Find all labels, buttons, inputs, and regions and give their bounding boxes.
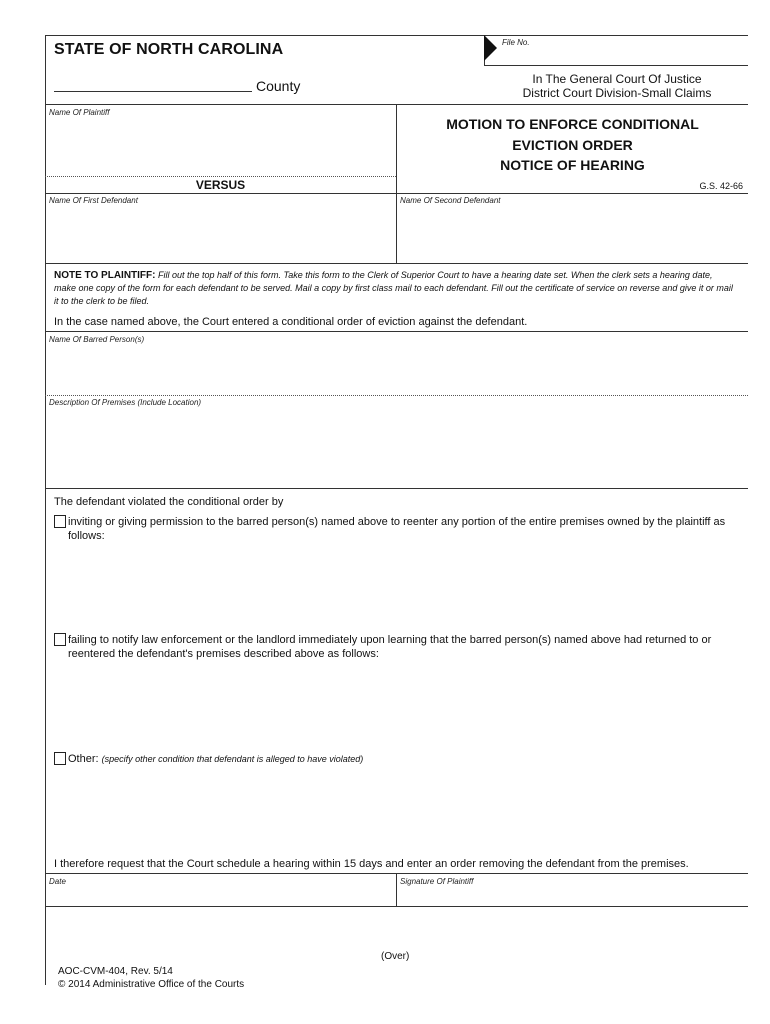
court-line1: In The General Court Of Justice: [532, 72, 702, 86]
over-label: (Over): [381, 951, 410, 962]
option3-label: Other:: [68, 753, 99, 765]
option1-text: inviting or giving permission to the barred person(s) named above to reenter any portion of the entire premises owned by the plaintiff as follows:: [68, 516, 726, 542]
file-no-input[interactable]: [545, 45, 740, 61]
first-defendant-input[interactable]: [50, 208, 390, 258]
option3-details-input[interactable]: [68, 770, 738, 844]
first-defendant-label: Name Of First Defendant: [49, 196, 138, 205]
intro-statement: In the case named above, the Court entered a conditional order of eviction against the defendant.: [54, 316, 528, 328]
title-line1: MOTION TO ENFORCE CONDITIONAL: [446, 116, 699, 132]
second-defendant-input[interactable]: [401, 208, 741, 258]
note-text: Fill out the top half of this form. Take this form to the Clerk of Superior Court to have a hearing date set. When the clerk sets a hearing date, make one copy of the form for each defendant to be served. Mail a copy by first class mail to each defendant. Fill out the certificate of service on reverse and give it or mail it to the clerk to be filed.: [54, 270, 733, 306]
signature-label: Signature Of Plaintiff: [400, 877, 474, 886]
plaintiff-name-input[interactable]: [50, 120, 390, 172]
file-no-arrow-icon: [484, 35, 497, 61]
date-label: Date: [49, 877, 66, 886]
signature-input[interactable]: [401, 888, 741, 904]
state-title: STATE OF NORTH CAROLINA: [54, 41, 284, 58]
option1-checkbox[interactable]: [54, 515, 66, 528]
option2-details-input[interactable]: [68, 664, 738, 744]
title-line3: NOTICE OF HEARING: [500, 157, 645, 173]
title-line2: EVICTION ORDER: [512, 137, 633, 153]
court-line2: District Court Division-Small Claims: [522, 86, 712, 100]
file-no-label: File No.: [502, 38, 530, 47]
date-input[interactable]: [50, 888, 390, 904]
option2-checkbox[interactable]: [54, 633, 66, 646]
option3-checkbox[interactable]: [54, 752, 66, 765]
barred-person-input[interactable]: [50, 347, 740, 389]
form-id: AOC-CVM-404, Rev. 5/14: [58, 966, 173, 977]
option3-text: [68, 752, 738, 766]
barred-person-label: Name Of Barred Person(s): [49, 335, 145, 344]
violation-lead: The defendant violated the conditional order by: [54, 496, 284, 508]
premises-label: Description Of Premises (Include Location): [49, 398, 202, 407]
note-to-plaintiff: [54, 269, 734, 307]
option1-details-input[interactable]: [68, 546, 738, 622]
note-label: NOTE TO PLAINTIFF:: [54, 270, 156, 281]
copyright: © 2014 Administrative Office of the Courts: [58, 979, 245, 990]
hearing-request: I therefore request that the Court schedule a hearing within 15 days and enter an order removing the defendant from the premises.: [54, 858, 689, 870]
premises-input[interactable]: [50, 410, 740, 484]
second-defendant-label: Name Of Second Defendant: [400, 196, 501, 205]
county-label: County: [256, 78, 301, 94]
county-input[interactable]: [54, 76, 250, 90]
versus-label: VERSUS: [195, 178, 246, 192]
option2-text: failing to notify law enforcement or the landlord immediately upon learning that the barred person(s) named above had returned to or reentered the defendant's premises described above as follows:: [68, 634, 712, 660]
plaintiff-label: Name Of Plaintiff: [49, 108, 110, 117]
option3-hint: (specify other condition that defendant is alleged to have violated): [101, 754, 364, 764]
statute-ref: G.S. 42-66: [699, 181, 743, 191]
